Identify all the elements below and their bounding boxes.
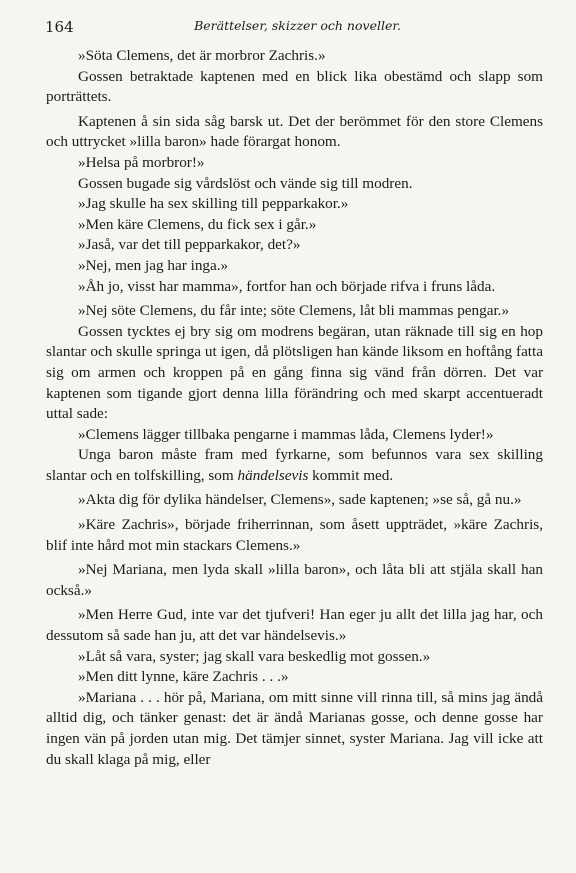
paragraph: »Akta dig för dylika händelser, Clemens», sade kaptenen; »se så, gå nu.» [78,491,522,509]
body-text [46,46,543,770]
paragraph: Gossen betraktade kaptenen med en blick lika obestämd och slapp som porträttets. [46,67,543,106]
paragraph: »Helsa på morbror!» [78,153,205,171]
running-title: Berättelser, skizzer och noveller. [194,18,401,33]
page-number: 164 [45,18,74,36]
paragraph: »Men ditt lynne, käre Zachris . . .» [78,668,289,686]
paragraph: »Clemens lägger tillbaka pengarne i mammas låda, Clemens lyder!» [78,425,494,443]
page-header [45,18,550,40]
paragraph: »Men käre Clemens, du fick sex i går.» [78,215,317,233]
paragraph: »Jag skulle ha sex skilling till pepparkakor.» [78,195,349,213]
italic-word: händelsevis [237,466,309,484]
paragraph: »Käre Zachris», började friherrinnan, som åsett uppträdet, »käre Zachris, blif inte hård mot min stackars Clemens.» [46,516,543,554]
paragraph: »Låt så vara, syster; jag skall vara beskedlig mot gossen.» [78,647,431,665]
paragraph-text: kommit med. [312,466,394,484]
paragraph: »Söta Clemens, det är morbror Zachris.» [78,47,326,64]
paragraph: Kaptenen å sin sida såg barsk ut. Det der berömmet för den store Clemens och uttrycket »lilla baron» hade förargat honom. [46,112,543,151]
paragraph: »Jaså, var det till pepparkakor, det?» [78,236,301,254]
paragraph: Gossen bugade sig vårdslöst och vände sig till modren. [78,174,413,192]
paragraph: Gossen tycktes ej bry sig om modrens begäran, utan räknade till sig en hop slantar och skulle springa ut igen, då plötsligen han kände liksom en hoftång fatta sig om armen och kroppen på en gång finna sig vänd från dörren. Det var kaptenen som tigande gjort denna lilla förändring och med skarpt accentueradt uttal sade: [46,322,543,423]
paragraph: »Nej söte Clemens, du får inte; söte Clemens, låt bli mammas pengar.» [78,302,510,320]
paragraph: »Men Herre Gud, inte var det tjufveri! Han eger ju allt det lilla jag har, och dessutom så sade han ju, att det var händelsevis.» [46,606,543,645]
paragraph: »Nej Mariana, men lyda skall »lilla baron», och låta bli att stjäla skall han också.» [46,561,543,599]
paragraph: »Nej, men jag har inga.» [78,256,229,274]
paragraph: »Mariana . . . hör på, Mariana, om mitt sinne vill rinna till, så mins jag ändå alltid dig, och tänker genast: det är ändå Marianas gosse, och denne gosse har ingen vän på jorden utan mig. Det tämjer sinnet, syster Mariana. Jag vill icke att du skall klaga på mig, eller [46,688,543,768]
paragraph-text: Unga baron måste fram med fyrkarne, som befunnos vara sex skilling slantar och en tolfskilling, som [46,446,543,484]
paragraph: »Åh jo, visst har mamma», fortfor han och började rifva i fruns låda. [78,277,496,295]
paragraph [46,445,543,486]
